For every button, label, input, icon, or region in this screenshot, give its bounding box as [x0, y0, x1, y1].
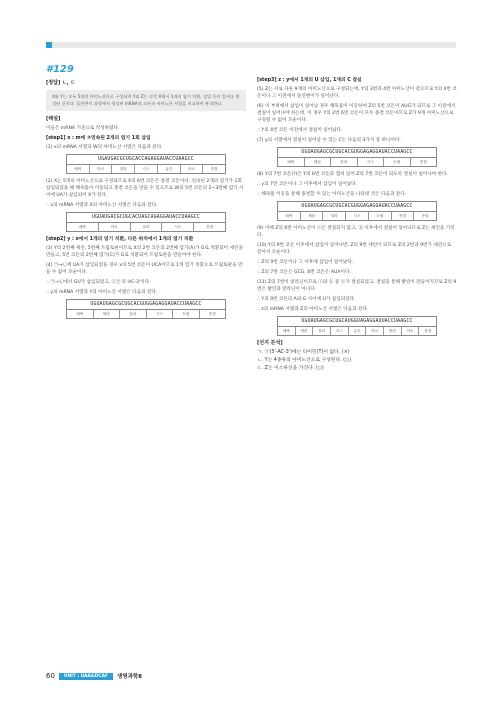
- amino-acid: 종결: [424, 328, 432, 333]
- amino-acid: 시스: [162, 223, 194, 231]
- subject-label: 생명과학Ⅱ: [116, 674, 142, 680]
- sequence-box-3: [66, 299, 226, 319]
- amino-acid: 메싸: [67, 310, 94, 318]
- paragraph-2b: ∴ x의 mRNA 서열과 X의 아미노산 서열은 다음과 같다.: [46, 203, 158, 208]
- explanation-label: [해설]: [46, 116, 61, 122]
- paragraph-4b: ∴ ㉠→㉡에서 GU가 삽입되었고, ㉡은 5'-AC-3'이다.: [46, 280, 151, 285]
- right-column: [257, 74, 457, 373]
- mrna-sequence: UGUAUGAGCGCUGCACGUGGAGAGGAUACCUAAGCC: [67, 300, 225, 310]
- amino-acid: 시스: [135, 165, 158, 173]
- amino-acid: 세린: [301, 212, 324, 220]
- step2-heading: [step2] y : x에서 1개의 염기 치환, 다른 위치에서 1개의 염기 치환: [46, 237, 194, 242]
- amino-acid: 세린: [296, 327, 314, 335]
- paragraph-8: (8) Y의 7번 코돈(?)은 Y의 6번 코돈과 겹쳐 있어 Z의 7번 코돈이 되도록 결실이 일어나야 한다.: [257, 172, 448, 177]
- amino-acid: 종결: [392, 212, 415, 220]
- paragraph-4c: ∴ y의 mRNA 서열과 Y의 아미노산 서열은 다음과 같다.: [46, 290, 158, 295]
- choices-label: [선지 분석]: [257, 340, 283, 346]
- paragraph-11c: ∴ z의 mRNA 서열과 Z의 아미노산 서열은 다음과 같다.: [257, 307, 369, 312]
- paragraph-6: (6) 이 부위에서 삽입이 일어날 경우 해독틀이 이동하여 Z의 5번 코돈이 AUG가 되므로 그 이전에서 결실이 일어나야 하는데, 이 경우 Y의 2번 6번 코돈이 모두 종결 코돈이므로 Z가 9개 아미노산으로 구성될 수 없어 모순이다.: [257, 104, 456, 123]
- amino-acid-row: [278, 158, 436, 166]
- mrna-sequence: UGAUGACGCUGCACCAGAGGAUACCUAAGCC: [67, 155, 225, 165]
- amino-acid-row: [67, 165, 225, 173]
- paragraph-3: (3) Y의 2번째 세린, 5번째 트립토판이므로 X의 2번 코돈의 2번째 염기(A)가 G로 치환되어 세린을 만들고, 5번 코돈의 2번째 염기(C)가 G로 치환되어 트립토판을 만들어야 한다.: [46, 246, 243, 258]
- problem-number: #129: [46, 64, 74, 75]
- amino-acid: 메싸: [278, 327, 296, 335]
- amino-acid: 글루: [158, 165, 181, 173]
- amino-acid: 트립: [384, 158, 411, 166]
- mrna-sequence: UGUAUGAGCGCUGCAUGGUAGAGGAUUACCUAAGCC: [278, 317, 436, 327]
- header-bar: [46, 42, 456, 48]
- summary-box: X와 Y는 모두 5개의 아미노산으로 구성되며 Y와 Z는 각각 X에서 1개의 염기 치환, 삽입 등이 일어나 생성된 것이다. 돌연변이 과정에서 형성된 mRNA의 코돈과 아미노산 서열을 비교하여 분석한다.: [46, 90, 246, 111]
- amino-acid: 발린: [384, 327, 402, 335]
- paragraph-7: (7) y의 서열에서 결실이 일어날 수 있는 C는 다음의 3가지 중 하나이다.: [257, 138, 401, 143]
- amino-acid: 종결: [206, 224, 214, 229]
- amino-acid: 시스: [346, 212, 369, 220]
- sequence-box-2: [66, 212, 226, 232]
- amino-acid: 메싸: [67, 165, 90, 173]
- paragraph-10: (10) Y의 9번 코돈 이후에서 삽입이 일어나면, Z의 9번 세린이 되므로 Z의 2번과 9번가 세린으로 같아서 모순이다.: [257, 243, 452, 255]
- amino-acid: 아르: [90, 165, 113, 173]
- amino-acid: 시스: [358, 158, 385, 166]
- step3-heading: [step3] z : y에서 1개의 U 삽입, 1개의 C 결실: [257, 78, 362, 83]
- mrna-sequence: UGUAUGACGCUGCACUAGCAGAGGAUACCUAAGCC: [67, 213, 225, 223]
- amino-acid: 메싸: [278, 212, 301, 220]
- unit-badge: UNIT : UAA&DCAF: [59, 673, 113, 680]
- header-accent: [46, 42, 52, 48]
- amino-acid-row: [67, 223, 225, 231]
- sequence-box-5: [277, 201, 437, 221]
- amino-acid: 이소: [402, 327, 420, 335]
- choices-list: [257, 349, 457, 372]
- amino-acid: 메싸: [67, 223, 99, 231]
- page-footer: [46, 672, 142, 680]
- amino-acid: 트립: [369, 212, 392, 220]
- paragraph-5: (5) Z는 서로 다른 9개의 아미노산으로 구성되는데, Y의 3번과 4번 아미노산이 같으므로 Y의 4번 코돈이나 그 이전에서 돌연변이가 일어난다.: [257, 87, 457, 99]
- amino-acid: 알라: [112, 165, 135, 173]
- amino-acid: 알라: [323, 212, 346, 220]
- paragraph-6b: ∴ Y의 4번 코돈 이전에서 결실이 일어났다.: [257, 128, 343, 133]
- amino-acid-row: [278, 212, 436, 220]
- left-column: [46, 78, 246, 323]
- amino-acid: 종결: [421, 213, 429, 218]
- amino-acid-row: [67, 310, 225, 318]
- explanation-intro: 이들은 mRNA 기준으로 작성하였다.: [46, 126, 120, 131]
- amino-acid: 시스: [147, 310, 174, 318]
- amino-acid: 종결: [208, 311, 216, 316]
- amino-acid-row: [278, 327, 436, 335]
- paragraph-11: (11) Z의 7번이 알라닌이므로 ⓐ와 ⓑ 중 ⓐ가 결실되었고, 결실을 통해 발린이 만들어지므로 Z의 9번은 발린과 알라닌이 아니다.: [257, 280, 457, 292]
- mrna-sequence: UGUAUGAGCGCUGCACGUGGAGAGGAUACCUAAGCC: [278, 202, 436, 212]
- amino-acid: 히스: [331, 327, 349, 335]
- answer-label: [정답] ㄴ, ㄷ: [46, 80, 76, 86]
- amino-acid: 트립: [173, 310, 200, 318]
- page-number: 60: [46, 672, 55, 680]
- mrna-sequence: UGUAUGAGCGCUGCACGUGGAGAGGAUACCUAAGCC: [278, 148, 436, 158]
- amino-acid: 글루: [349, 327, 367, 335]
- paragraph-10c: ∴ Z의 7번 코돈은 GCG, 8번 코돈은 AUA이다.: [257, 270, 351, 275]
- amino-acid: 알라: [131, 223, 163, 231]
- sequence-box-4: [277, 147, 437, 167]
- paragraph-11b: ∴ Y의 9번 코돈의 A와 G 사이에 U가 삽입되었다.: [257, 297, 356, 302]
- paragraph-1: (1) x의 mRNA 서열과 W의 아미노산 서열은 다음과 같다.: [46, 145, 163, 150]
- choice-item: ㄱ. ⓐ(5'-AC-3')에는 타이민(T)이 없다. (×): [257, 350, 350, 355]
- sequence-box-1: [66, 154, 226, 174]
- paragraph-9: (9) 이때 Z의 6번 아미노산이 ⓐ은 결실되지 않고, ⓑ 이후에서 결실이 일어나므로 Z는 세린을 가진다.: [257, 226, 455, 238]
- paragraph-8b: ∴ y의 7번 코돈이나 그 이후에서 삽입이 일어났다.: [257, 182, 358, 187]
- amino-acid: 알라: [120, 310, 147, 318]
- amino-acid: 아르: [181, 165, 204, 173]
- step1-heading: [step1] x : m에 ③연속된 2개의 염기 1회 삽입: [46, 136, 151, 141]
- amino-acid: 종결: [419, 159, 427, 164]
- amino-acid: 메싸: [278, 158, 305, 166]
- paragraph-4: (4) ㉠→㉡에 UA가 삽입되었을 경우 x의 5번 코돈이 UCA이므로 1개 염기 치환으로 트립토판을 만들 수 없어 모순이다.: [46, 263, 243, 275]
- paragraph-2: (2) X는 5개의 아미노산으로 구성되므로 X의 6번 코돈은 종결 코돈이다. 연속된 2개의 염기가 1회 삽입되었을 때 해독틀이 이동되고 종결 코돈을 만들 수 있으므로 W의 5번 코돈의 2~3번째 염기 사이에 UA가 삽입되어 X가 된다.: [46, 179, 244, 198]
- amino-acid: 아르: [366, 327, 384, 335]
- amino-acid: 종결: [210, 166, 218, 171]
- choice-item: ㄷ. Z는 이소류신을 가진다. (○): [257, 366, 324, 371]
- amino-acid: 아르: [99, 223, 131, 231]
- sequence-box-6: [277, 316, 437, 336]
- amino-acid: 세린: [305, 158, 332, 166]
- amino-acid: 세린: [94, 310, 121, 318]
- amino-acid: 알라: [331, 158, 358, 166]
- amino-acid: 알라: [313, 327, 331, 335]
- choice-item: ㄴ. Y는 4종류의 아미노산으로 구성된다. (○): [257, 358, 352, 363]
- paragraph-8c: ∴ 해독틀 이동을 통해 종결할 수 있는 아미노산을 나타낸 것은 다음과 같다.: [257, 192, 407, 197]
- paragraph-10b: ∴ Z의 9번 코돈이나 그 이후에 삽입이 일어났다.: [257, 260, 354, 265]
